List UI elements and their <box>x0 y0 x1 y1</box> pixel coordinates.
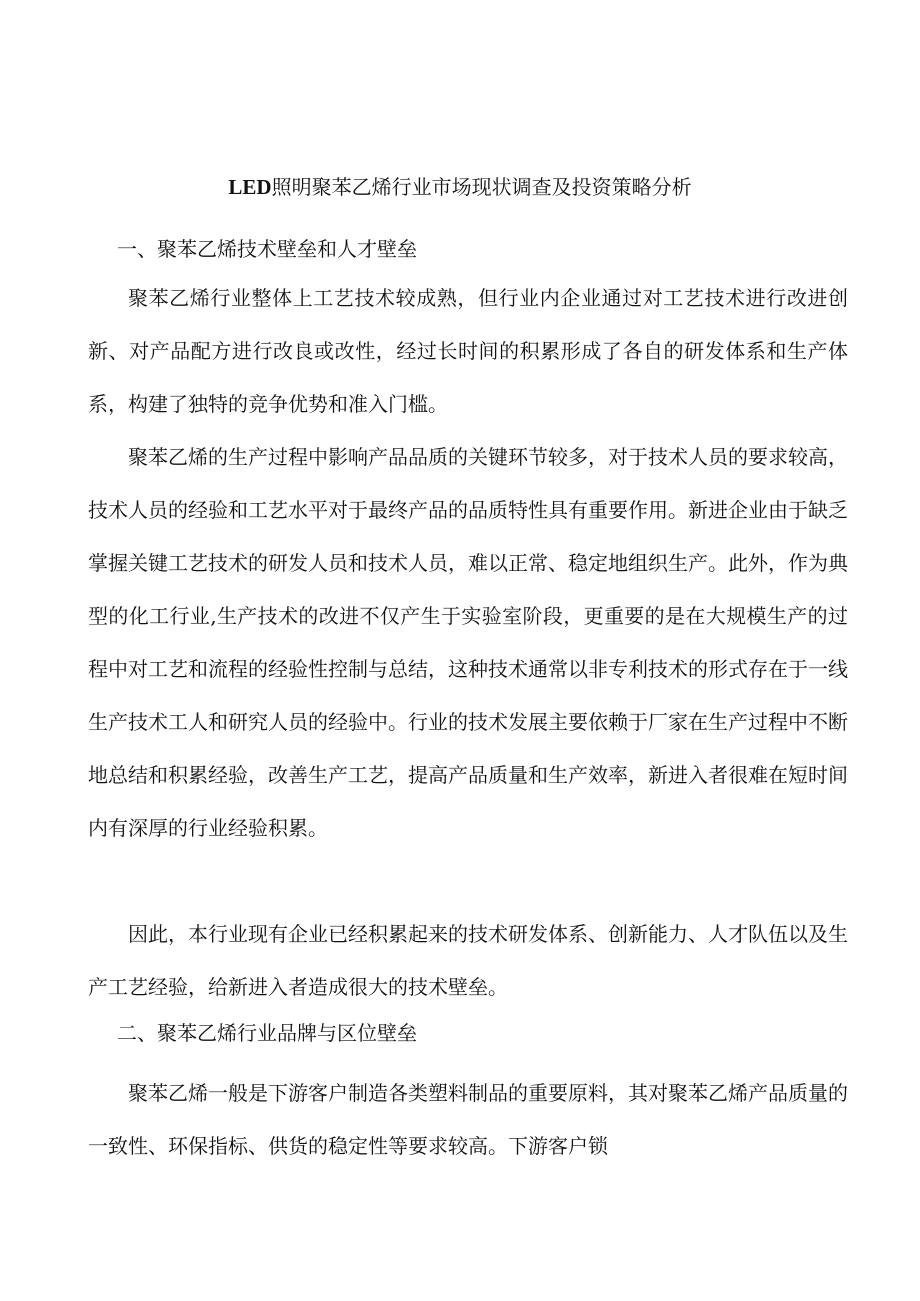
section-heading-1: 一、聚苯乙烯技术壁垒和人才壁垒 <box>117 237 417 261</box>
paragraph-2: 聚苯乙烯的生产过程中影响产品品质的关键环节较多，对于技术人员的要求较高，技术人员的经验和工艺水平对于最终产品的品质特性具有重要作用。新进企业由于缺乏掌握关键工艺技术的研发人员和技术人员，难以正常、稳定地组织生产。此外，作为典型的化工行业,生产技术的改进不仅产生于实验室阶段，更重要的是在大规模生产的过程中对工艺和流程的经验性控制与总结，这种技术通常以非专利技术的形式存在于一线生产技术工人和研究人员的经验中。行业的技术发展主要依赖于厂家在生产过程中不断地总结和积累经验，改善生产工艺，提高产品质量和生产效率，新进入者很难在短时间内有深厚的行业经验积累。 <box>88 445 848 840</box>
title-text: 照明聚苯乙烯行业市场现状调查及投资策略分析 <box>271 175 692 199</box>
paragraph-3: 因此，本行业现有企业已经积累起来的技术研发体系、创新能力、人才队伍以及生产工艺经验，给新进入者造成很大的技术壁垒。 <box>88 922 848 999</box>
title-prefix: LED <box>228 175 272 199</box>
paragraph-1: 聚苯乙烯行业整体上工艺技术较成熟，但行业内企业通过对工艺技术进行改进创新、对产品配方进行改良或改性，经过长时间的积累形成了各自的研发体系和生产体系，构建了独特的竞争优势和准入门槛。 <box>88 286 848 416</box>
document-title <box>0 174 920 200</box>
section-heading-2: 二、聚苯乙烯行业品牌与区位壁垒 <box>117 1021 417 1045</box>
paragraph-4: 聚苯乙烯一般是下游客户制造各类塑料制品的重要原料，其对聚苯乙烯产品质量的一致性、环保指标、供货的稳定性等要求较高。下游客户锁 <box>88 1081 848 1158</box>
